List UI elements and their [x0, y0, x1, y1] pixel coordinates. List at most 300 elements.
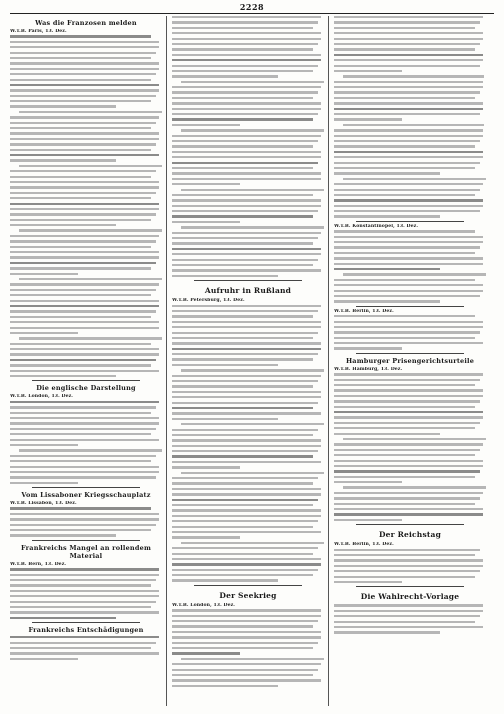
- text-line: [172, 412, 321, 414]
- text-line: [172, 445, 321, 447]
- article-dateline: [172, 298, 324, 303]
- text-line: [10, 375, 116, 377]
- text-line: [172, 679, 321, 681]
- article-dateline: [172, 603, 324, 608]
- text-line: [19, 449, 162, 451]
- header-rule: [10, 13, 494, 14]
- text-line: [10, 240, 156, 242]
- text-line: [10, 471, 159, 473]
- text-line: [172, 385, 313, 387]
- text-line: [10, 41, 159, 43]
- paragraph: [10, 35, 162, 107]
- paragraph: [172, 369, 324, 420]
- article-heading: Vom Lissaboner Kriegsschauplatz: [21, 491, 151, 500]
- text-line: [172, 59, 321, 61]
- text-line: [334, 481, 402, 483]
- paragraph: [172, 129, 324, 185]
- text-line: [334, 86, 483, 88]
- paragraph: [172, 305, 324, 367]
- text-line: [334, 113, 480, 115]
- text-line: [334, 433, 440, 435]
- text-line: [334, 263, 483, 265]
- text-line: [172, 205, 321, 207]
- article-heading: Frankreichs Mangel an rollendem Material: [20, 543, 152, 560]
- text-line: [343, 124, 484, 126]
- text-line: [19, 111, 162, 113]
- article-heading: Aufruhr in Rußland: [204, 286, 292, 296]
- text-line: [10, 300, 159, 302]
- text-line: [10, 652, 159, 654]
- text-line: [172, 221, 240, 223]
- text-line: [334, 295, 480, 297]
- text-line: [10, 62, 159, 64]
- text-line: [334, 205, 483, 207]
- text-line: [172, 253, 321, 255]
- text-line: [334, 443, 483, 445]
- text-line: [172, 194, 313, 196]
- text-line: [172, 358, 313, 360]
- text-line: [10, 170, 156, 172]
- text-line: [334, 337, 475, 339]
- article-heading: Der Reichstag: [378, 530, 442, 540]
- page-number: 2228: [239, 2, 265, 12]
- text-line: [172, 364, 278, 366]
- text-line: [334, 631, 440, 633]
- text-line: [172, 337, 313, 339]
- paragraph: [334, 273, 486, 302]
- text-line: [10, 256, 159, 258]
- text-line: [10, 235, 159, 237]
- text-line: [10, 316, 151, 318]
- text-line: [181, 658, 324, 660]
- paragraph: [172, 472, 324, 539]
- text-line: [10, 176, 151, 178]
- text-line: [334, 411, 483, 413]
- text-line: [172, 167, 313, 169]
- text-line: [10, 143, 156, 145]
- text-line: [172, 162, 318, 164]
- text-line: [10, 647, 151, 649]
- text-line: [19, 337, 162, 339]
- text-line: [334, 38, 483, 40]
- article-heading: Der Seekrieg: [219, 590, 277, 600]
- text-line: [334, 460, 483, 462]
- text-line: [10, 79, 151, 81]
- text-line: [334, 384, 475, 386]
- text-line: [334, 135, 483, 137]
- text-line: [172, 275, 278, 277]
- text-line: [172, 353, 318, 355]
- text-line: [10, 321, 159, 323]
- text-line: [172, 151, 321, 153]
- paragraph: [10, 507, 162, 536]
- text-line: [334, 70, 402, 72]
- text-line: [334, 497, 480, 499]
- text-line: [334, 215, 440, 217]
- text-line: [172, 21, 318, 23]
- text-line: [181, 423, 324, 425]
- column-3: [334, 16, 486, 708]
- text-line: [10, 364, 151, 366]
- paragraph: [172, 423, 324, 468]
- text-line: [172, 248, 321, 250]
- text-line: [172, 215, 313, 217]
- text-line: [10, 601, 156, 603]
- text-line: [334, 140, 480, 142]
- text-line: [10, 406, 156, 408]
- paragraph: [172, 16, 324, 78]
- text-line: [334, 32, 483, 34]
- text-line: [334, 97, 475, 99]
- dateline-text: W.T.B. Hamburg, 13. Dez.: [334, 366, 403, 372]
- text-line: [10, 584, 151, 586]
- text-line: [10, 186, 159, 188]
- text-line: [172, 520, 318, 522]
- text-line: [172, 663, 321, 665]
- text-line: [10, 122, 156, 124]
- text-line: [334, 167, 475, 169]
- text-line: [10, 197, 151, 199]
- text-line: [10, 590, 159, 592]
- text-line: [172, 118, 313, 120]
- text-line: [334, 342, 483, 344]
- text-line: [172, 652, 240, 654]
- text-line: [343, 273, 486, 275]
- text-line: [172, 536, 240, 538]
- text-line: [172, 466, 240, 468]
- text-line: [172, 242, 313, 244]
- text-line: [172, 43, 318, 45]
- text-line: [10, 412, 151, 414]
- text-line: [334, 300, 440, 302]
- text-line: [10, 332, 78, 334]
- text-line: [334, 519, 402, 521]
- article-heading: Was die Franzosen melden: [35, 19, 137, 27]
- text-line: [334, 476, 475, 478]
- text-line: [172, 477, 318, 479]
- text-line: [172, 504, 313, 506]
- text-line: [172, 54, 321, 56]
- paragraph: [334, 373, 486, 435]
- text-line: [343, 178, 486, 180]
- text-line: [172, 407, 313, 409]
- article-dateline: [10, 394, 162, 399]
- article-separator: [32, 380, 140, 381]
- text-line: [10, 574, 159, 576]
- article-dateline: [10, 501, 162, 506]
- text-line: [172, 48, 313, 50]
- text-line: [172, 509, 321, 511]
- text-line: [172, 499, 318, 501]
- text-line: [10, 273, 78, 275]
- text-line: [172, 140, 318, 142]
- article-separator: [32, 540, 140, 541]
- text-line: [334, 570, 480, 572]
- text-line: [334, 454, 475, 456]
- text-line: [10, 57, 151, 59]
- text-line: [10, 606, 151, 608]
- text-line: [172, 609, 321, 611]
- text-line: [172, 558, 321, 560]
- text-line: [10, 154, 159, 156]
- text-line: [172, 685, 278, 687]
- text-line: [334, 54, 483, 56]
- text-line: [334, 400, 480, 402]
- text-line: [10, 455, 156, 457]
- text-line: [10, 524, 156, 526]
- text-line: [19, 229, 162, 231]
- paragraph: [334, 16, 486, 72]
- text-line: [172, 38, 321, 40]
- text-line: [172, 264, 313, 266]
- text-line: [334, 406, 475, 408]
- text-line: [181, 369, 324, 371]
- text-line: [172, 669, 318, 671]
- dateline-text: W.T.B. Lissabon, 13. Dez.: [10, 501, 77, 507]
- paragraph: [10, 636, 162, 660]
- text-line: [334, 416, 483, 418]
- text-line: [334, 252, 475, 254]
- text-line: [172, 27, 313, 29]
- text-line: [334, 290, 483, 292]
- text-line: [10, 513, 159, 515]
- text-line: [334, 492, 483, 494]
- text-line: [334, 389, 483, 391]
- text-line: [10, 68, 159, 70]
- text-line: [172, 631, 321, 633]
- text-line: [172, 391, 321, 393]
- paragraph: [10, 111, 162, 162]
- article-dateline: [334, 309, 486, 314]
- text-line: [10, 529, 151, 531]
- text-line: [334, 284, 483, 286]
- text-line: [334, 565, 483, 567]
- text-line: [334, 503, 475, 505]
- text-line: [334, 279, 475, 281]
- paragraph: [10, 401, 162, 446]
- text-line: [172, 108, 321, 110]
- text-line: [172, 145, 313, 147]
- text-line: [334, 268, 440, 270]
- article-separator: [356, 586, 464, 587]
- text-line: [172, 579, 278, 581]
- paragraph: [172, 609, 324, 654]
- paragraph: [172, 226, 324, 277]
- text-line: [10, 208, 159, 210]
- text-line: [172, 97, 313, 99]
- text-line: [10, 267, 151, 269]
- text-line: [334, 194, 475, 196]
- text-line: [10, 611, 159, 613]
- text-line: [10, 359, 156, 361]
- text-line: [334, 449, 480, 451]
- text-line: [172, 178, 321, 180]
- text-line: [334, 189, 480, 191]
- paragraph: [10, 229, 162, 274]
- text-line: [172, 526, 313, 528]
- text-line: [334, 347, 402, 349]
- text-line: [172, 326, 321, 328]
- text-line: [172, 315, 313, 317]
- text-line: [10, 534, 116, 536]
- text-line: [343, 438, 486, 440]
- article-dateline: [10, 29, 162, 34]
- text-line: [172, 488, 321, 490]
- paragraph: [334, 549, 486, 584]
- text-line: [172, 482, 313, 484]
- text-line: [10, 203, 159, 205]
- text-line: [172, 310, 318, 312]
- text-line: [334, 246, 480, 248]
- text-line: [10, 283, 159, 285]
- text-line: [10, 89, 159, 91]
- text-line: [181, 472, 324, 474]
- text-line: [334, 43, 480, 45]
- text-line: [172, 91, 318, 93]
- text-line: [10, 149, 151, 151]
- text-line: [10, 84, 159, 86]
- text-line: [172, 553, 313, 555]
- text-line: [334, 604, 483, 606]
- text-line: [172, 124, 240, 126]
- text-line: [10, 642, 156, 644]
- text-line: [334, 422, 480, 424]
- text-line: [334, 395, 483, 397]
- text-line: [172, 375, 321, 377]
- text-line: [334, 172, 440, 174]
- text-line: [172, 396, 321, 398]
- dateline-text: W.T.B. London, 13. Dez.: [10, 394, 74, 400]
- text-line: [172, 65, 318, 67]
- text-line: [334, 241, 483, 243]
- paragraph: [334, 604, 486, 633]
- text-line: [334, 576, 475, 578]
- text-line: [172, 305, 321, 307]
- text-line: [334, 427, 475, 429]
- paragraph: [334, 486, 486, 521]
- article-dateline: [334, 367, 486, 372]
- text-line: [172, 332, 318, 334]
- text-line: [10, 507, 151, 509]
- paragraph: [10, 568, 162, 619]
- text-line: [334, 108, 483, 110]
- text-line: [172, 439, 321, 441]
- text-line: [10, 213, 156, 215]
- paragraph: [334, 75, 486, 120]
- text-line: [10, 46, 159, 48]
- text-line: [334, 145, 475, 147]
- text-line: [172, 321, 321, 323]
- text-line: [334, 326, 483, 328]
- text-line: [334, 373, 483, 375]
- text-line: [10, 568, 159, 570]
- text-line: [172, 32, 321, 34]
- text-line: [334, 581, 402, 583]
- paragraph: [334, 178, 486, 218]
- article-separator: [356, 353, 464, 354]
- text-line: [10, 579, 156, 581]
- text-line: [172, 569, 318, 571]
- text-line: [343, 486, 486, 488]
- paragraph: [334, 124, 486, 175]
- text-line: [334, 156, 483, 158]
- article-separator: [356, 221, 464, 222]
- text-line: [172, 636, 321, 638]
- text-line: [172, 647, 313, 649]
- text-line: [172, 642, 318, 644]
- paragraph: [172, 189, 324, 224]
- text-line: [10, 658, 78, 660]
- text-line: [334, 65, 480, 67]
- text-line: [334, 16, 483, 18]
- text-line: [10, 353, 159, 355]
- dateline-text: W.T.B. Paris, 13. Dez.: [10, 29, 67, 34]
- text-line: [334, 559, 483, 561]
- text-line: [181, 81, 324, 83]
- text-line: [172, 461, 321, 463]
- article-dateline: [10, 562, 162, 567]
- text-line: [172, 429, 318, 431]
- text-line: [10, 460, 151, 462]
- text-line: [10, 305, 159, 307]
- article-dateline: [334, 224, 486, 229]
- text-line: [334, 236, 483, 238]
- text-line: [10, 95, 156, 97]
- text-line: [334, 331, 480, 333]
- paragraph: [10, 449, 162, 484]
- text-line: [334, 81, 483, 83]
- text-line: [334, 470, 480, 472]
- text-line: [334, 21, 480, 23]
- article-separator: [32, 487, 140, 488]
- dateline-text: W.T.B. Berlin, 13. Dez.: [334, 308, 394, 314]
- text-line: [172, 434, 313, 436]
- text-line: [334, 59, 483, 61]
- text-line: [181, 189, 324, 191]
- text-line: [334, 321, 483, 323]
- article-separator: [356, 306, 464, 307]
- text-line: [343, 75, 484, 77]
- paragraph: [10, 278, 162, 334]
- text-line: [172, 574, 313, 576]
- text-line: [10, 116, 159, 118]
- article-heading: Die Wahlrecht-Vorlage: [360, 592, 460, 602]
- text-line: [181, 226, 324, 228]
- text-line: [172, 455, 313, 457]
- text-line: [334, 315, 475, 317]
- text-line: [172, 16, 321, 18]
- column-rule: [166, 16, 167, 706]
- text-line: [10, 433, 151, 435]
- text-line: [10, 370, 159, 372]
- text-line: [334, 118, 402, 120]
- text-line: [10, 294, 151, 296]
- article-separator: [32, 622, 140, 623]
- text-line: [172, 232, 321, 234]
- text-line: [10, 289, 156, 291]
- text-line: [334, 513, 483, 515]
- text-line: [10, 219, 151, 221]
- paragraph: [172, 81, 324, 126]
- text-line: [334, 508, 483, 510]
- text-line: [10, 132, 159, 134]
- paragraph: [334, 315, 486, 350]
- dateline-text: W.T.B. Petersburg, 13. Dez.: [172, 298, 245, 304]
- text-line: [10, 466, 159, 468]
- text-line: [10, 518, 159, 520]
- text-line: [172, 515, 321, 517]
- text-line: [10, 327, 159, 329]
